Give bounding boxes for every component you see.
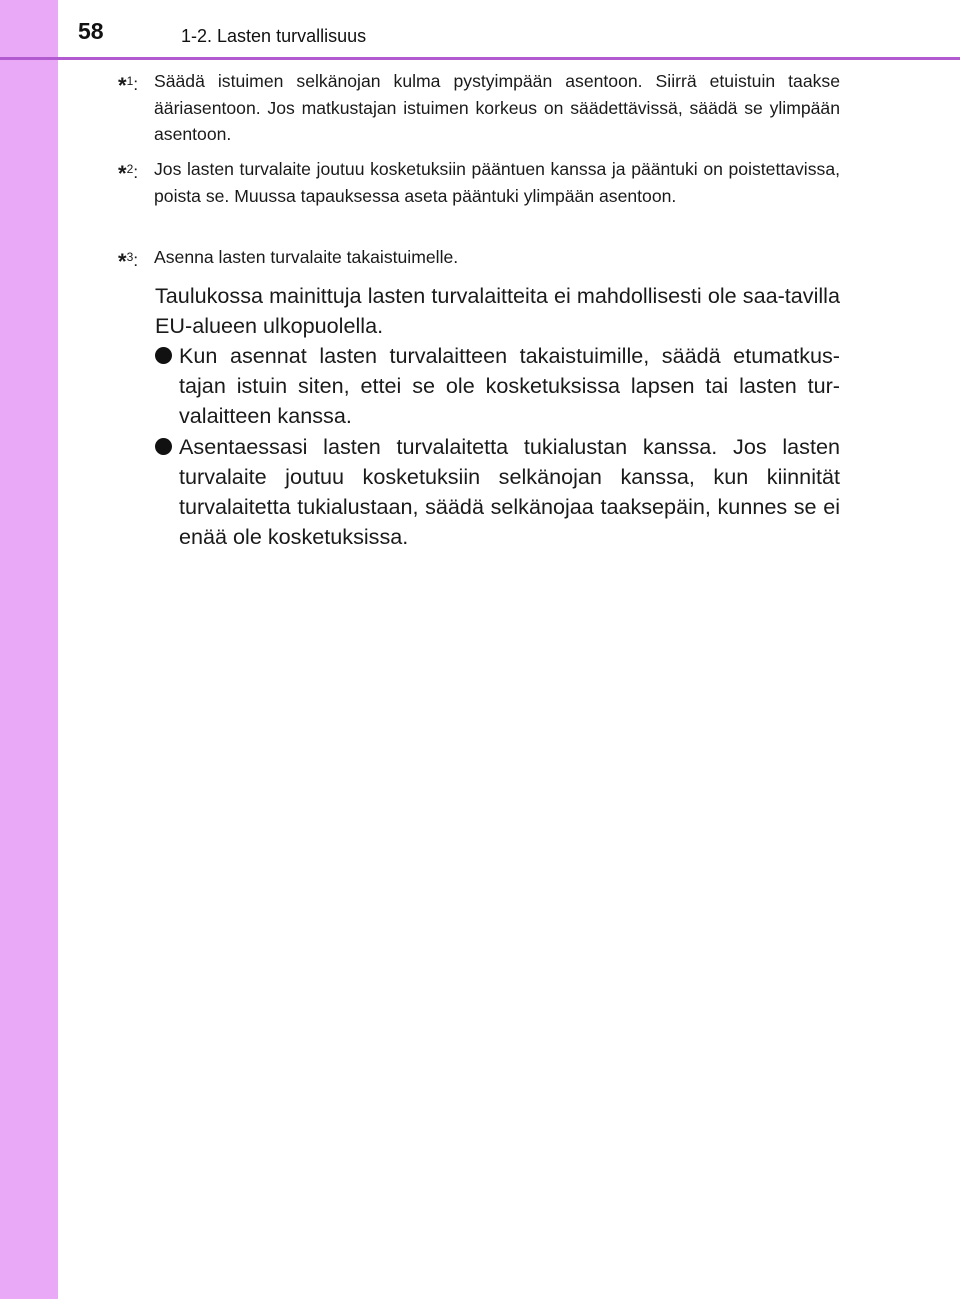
footnote-1 [118,68,840,148]
footnote-2 [118,156,840,209]
footnote-text: Säädä istuimen selkänojan kulma pystyimpään asentoon. Siirrä etuistuin taakse ääriasentoon. Jos matkustajan istuimen korkeus on säädettävissä, säädä se ylimpään asentoon. [154,71,840,144]
footnote-star: * [118,73,127,98]
footnote-marker: *$^1$: [118,73,139,98]
footnote-marker: *$^3$: [118,249,139,274]
bullet-item [155,341,840,431]
footnote-number: 3 [126,250,134,264]
footnote-marker: *$^2$: [118,161,139,186]
footnote-3 [118,244,840,274]
bullet-item [155,432,840,552]
header-divider [0,57,960,60]
bullet-dot-icon [155,438,172,455]
bullet-dot-icon [155,347,172,364]
bullet-text: Kun asennat lasten turvalaitteen takaistuimille, säädä etumatkus-tajan istuin siten, ettei se ole kosketuksissa lapsen tai lasten tur-valaitteen kanssa. [179,343,840,428]
bullet-text: Asentaessasi lasten turvalaitetta tukialustan kanssa. Jos lasten turvalaite joutuu kosketuksiin selkänojan kanssa, kun kiinnität turvalaitetta tukialustaan, säädä selkänojaa taaksepäin, kunnes se ei enää ole kosketuksissa. [179,434,840,549]
footnote-number: 1 [126,74,134,88]
footnote-star: * [118,161,127,186]
page-number: 58 [78,18,104,44]
footnote-text: Jos lasten turvalaite joutuu kosketuksiin pääntuen kanssa ja pääntuki on poistettavissa, poista se. Muussa tapauksessa aseta pääntuki ylimpään asentoon. [154,159,840,206]
footnote-text: Asenna lasten turvalaite takaistuimelle. [154,247,459,267]
section-title: 1-2. Lasten turvallisuus [181,26,367,46]
footnote-number: 2 [126,162,134,176]
availability-note: Taulukossa mainittuja lasten turvalaitteita ei mahdollisesti ole saa-tavilla EU-alueen ulkopuolella. [155,283,840,338]
side-color-band [0,0,58,1299]
footnote-star: * [118,249,127,274]
